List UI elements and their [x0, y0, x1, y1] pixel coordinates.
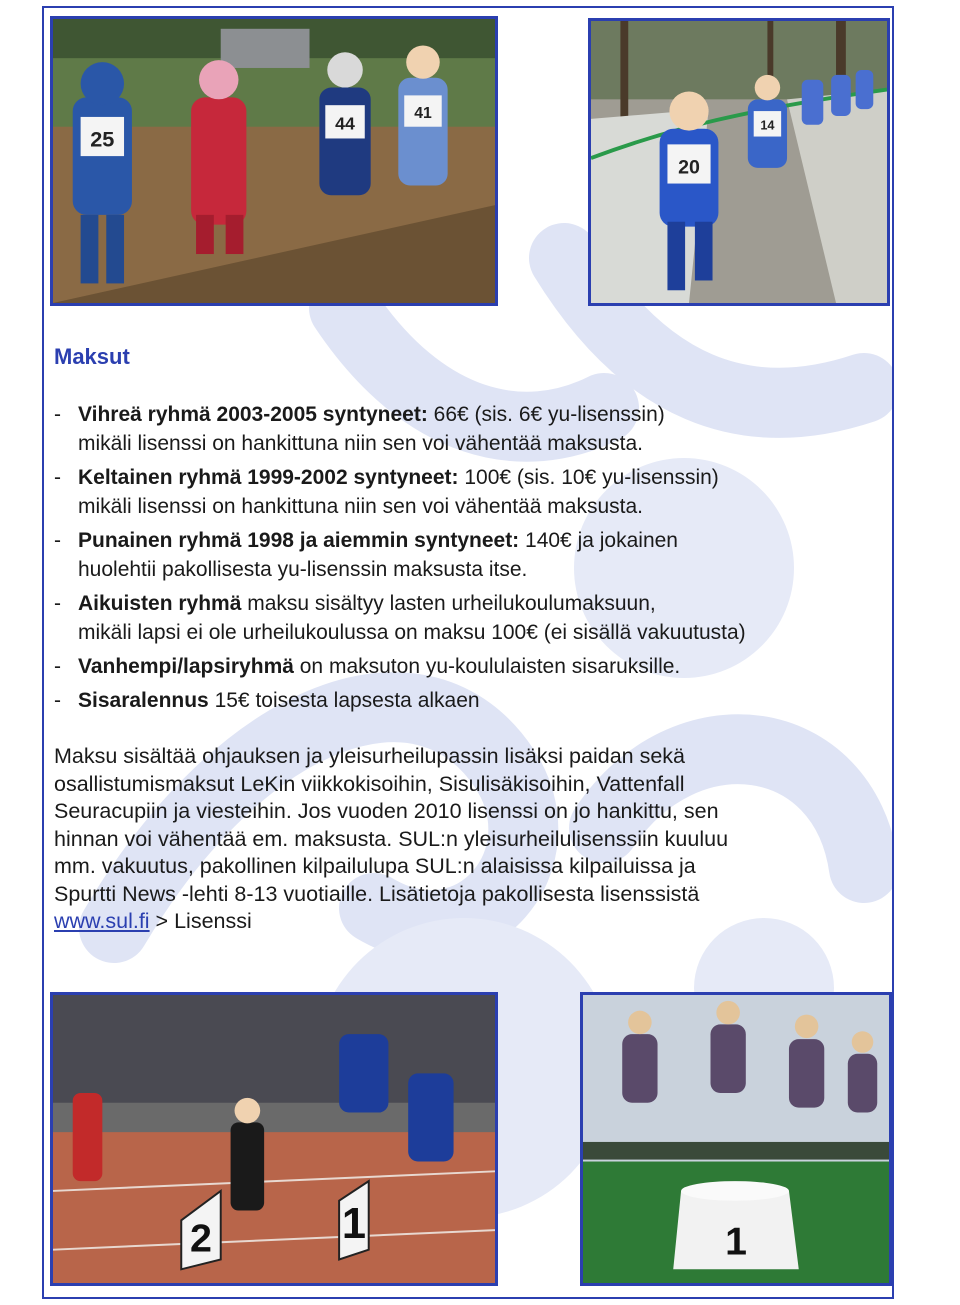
note-line: Spurtti News -lehti 8-13 vuotiaille. Lisätietoja pakollisesta lisenssistä [54, 881, 700, 906]
fee-detail: maksu sisältyy lasten urheilukoulumaksuun, [241, 592, 656, 615]
bib-20: 20 [678, 156, 700, 179]
fee-list [54, 400, 884, 720]
fee-group-label: Punainen ryhmä 1998 ja aiemmin syntyneet: [78, 529, 520, 552]
photo-sprint-start [50, 992, 498, 1286]
bib-41: 41 [414, 104, 432, 122]
fee-detail: 66€ (sis. 6€ yu-lisenssin) [427, 403, 665, 426]
fee-detail: 100€ (sis. 10€ yu-lisenssin) [458, 466, 719, 489]
fee-item-parent-child: - Vanhempi/lapsiryhmä on maksuton yu-koululaisten sisaruksille. [54, 655, 681, 678]
sul-link[interactable]: www.sul.fi [54, 909, 150, 933]
note-line: Maksu sisältää ohjauksen ja yleisurheilupassin lisäksi paidan sekä [54, 744, 686, 768]
note-line: mm. vakuutus, pakollinen kilpailulupa SUL:n alaisissa kilpailuissa ja [54, 854, 696, 878]
fee-group-label: Aikuisten ryhmä [78, 592, 242, 615]
bib-25: 25 [90, 126, 115, 152]
fee-includes-paragraph [54, 743, 884, 936]
note-line: hinnan voi vähentää em. maksusta. SUL:n yleisurheilulisenssiin kuuluu [54, 826, 729, 851]
photo-forest-run [588, 18, 890, 306]
fee-detail: 140€ ja jokainen [519, 529, 678, 552]
fee-note: mikäli lisenssi on hankittuna niin sen voi vähentää maksusta. [78, 432, 643, 455]
fee-note: huolehtii pakollisesta yu-lisenssin maksusta itse. [78, 558, 528, 581]
note-line: Seuracupiin ja viesteihin. Jos vuoden 2010 lisenssi on jo hankittu, sen [54, 799, 719, 823]
fee-item-adults: - Aikuisten ryhmä maksu sisältyy lasten urheilukoulumaksuun, mikäli lapsi ei ole urheilukoulussa on maksu 100€ (ei sisällä vakuutusta) [54, 592, 746, 644]
start-block-2: 2 [190, 1216, 212, 1261]
photo-kids-lineup [50, 16, 498, 306]
fee-item-sibling-discount: - Sisaralennus 15€ toisesta lapsesta alkaen [54, 689, 480, 712]
fee-item-yellow: - Keltainen ryhmä 1999-2002 syntyneet: 100€ (sis. 10€ yu-lisenssin) mikäli lisenssi on hankittuna niin sen voi vähentää maksusta. [54, 466, 719, 518]
podium-1: 1 [725, 1220, 747, 1264]
note-line: osallistumismaksut LeKin viikkokisoihin, Sisulisäkisoihin, Vattenfall [54, 771, 685, 796]
fee-detail: on maksuton yu-koululaisten sisaruksille. [293, 655, 681, 678]
fee-group-label: Vanhempi/lapsiryhmä [78, 655, 294, 678]
fee-note: mikäli lapsi ei ole urheilukoulussa on maksu 100€ (ei sisällä vakuutusta) [78, 621, 746, 644]
fee-group-label: Sisaralennus [78, 689, 209, 712]
fee-group-label: Vihreä ryhmä 2003-2005 syntyneet: [78, 403, 428, 426]
photo-podium-jump [580, 992, 892, 1286]
bib-14: 14 [760, 117, 775, 133]
start-block-1: 1 [341, 1200, 366, 1248]
link-suffix: > Lisenssi [149, 909, 252, 933]
section-heading: Maksut [54, 344, 130, 369]
page-frame [42, 6, 894, 1299]
fee-item-green: - Vihreä ryhmä 2003-2005 syntyneet: 66€ (sis. 6€ yu-lisenssin) mikäli lisenssi on hankittuna niin sen voi vähentää maksusta. [54, 403, 665, 455]
bib-44: 44 [335, 113, 355, 134]
fee-note: mikäli lisenssi on hankittuna niin sen voi vähentää maksusta. [78, 495, 643, 518]
fee-group-label: Keltainen ryhmä 1999-2002 syntyneet: [78, 466, 459, 489]
fee-detail: 15€ toisesta lapsesta alkaen [208, 689, 480, 712]
fee-item-red: - Punainen ryhmä 1998 ja aiemmin syntyneet: 140€ ja jokainen huolehtii pakollisesta yu-lisenssin maksusta itse. [54, 529, 678, 581]
